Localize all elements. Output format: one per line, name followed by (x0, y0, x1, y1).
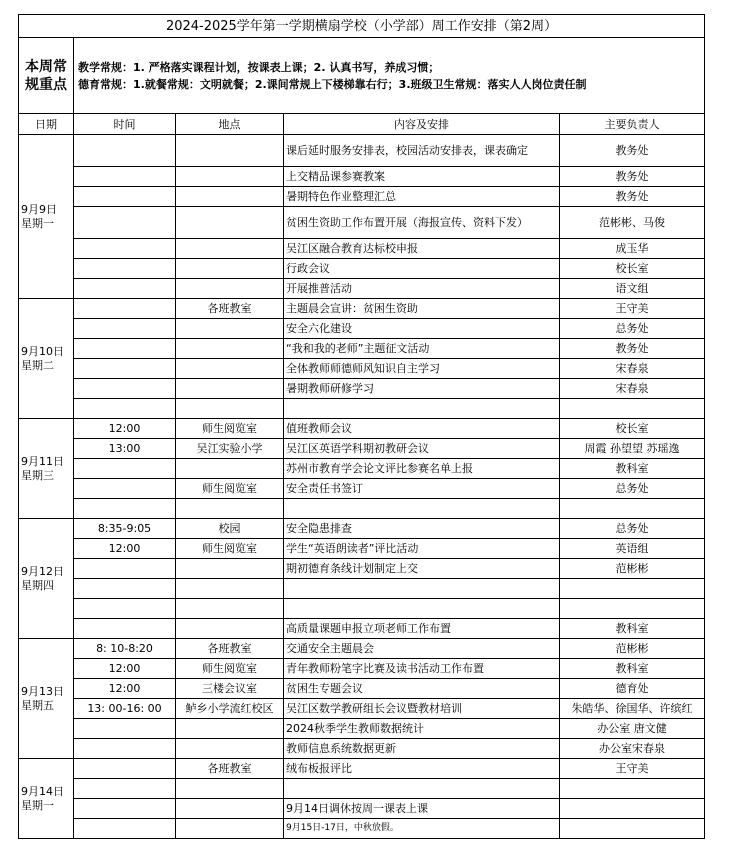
day-date-cell (19, 519, 74, 639)
person-cell: 英语组 (560, 539, 705, 559)
schedule-row (19, 319, 705, 339)
content-cell: 行政会议 (284, 259, 560, 279)
schedule-row (19, 379, 705, 399)
schedule-row (19, 439, 705, 459)
time-cell (74, 359, 176, 379)
person-cell: 总务处 (560, 519, 705, 539)
person-cell: 教科室 (560, 659, 705, 679)
place-cell (176, 319, 284, 339)
schedule-row (19, 259, 705, 279)
person-cell: 教务处 (560, 135, 705, 167)
schedule-row (19, 359, 705, 379)
schedule-row (19, 279, 705, 299)
schedule-row (19, 499, 705, 519)
schedule-row (19, 559, 705, 579)
place-cell: 吴江实验小学 (176, 439, 284, 459)
content-cell: 教师信息系统数据更新 (284, 739, 560, 759)
person-cell: 总务处 (560, 479, 705, 499)
place-cell (176, 207, 284, 239)
place-cell (176, 779, 284, 799)
header-person: 主要负责人 (560, 114, 705, 135)
schedule-row (19, 539, 705, 559)
content-cell: 吴江区英语学科期初教研会议 (284, 439, 560, 459)
schedule-row (19, 399, 705, 419)
time-cell (74, 799, 176, 819)
place-cell (176, 259, 284, 279)
place-cell (176, 499, 284, 519)
place-cell (176, 459, 284, 479)
content-cell: 安全责任书签订 (284, 479, 560, 499)
place-cell (176, 239, 284, 259)
content-cell: 安全六化建设 (284, 319, 560, 339)
time-cell (74, 459, 176, 479)
schedule-row (19, 519, 705, 539)
place-cell (176, 167, 284, 187)
time-cell (74, 207, 176, 239)
person-cell: 周霞 孙望望 苏瑶逸 (560, 439, 705, 459)
content-cell: 2024秋季学生教师数据统计 (284, 719, 560, 739)
schedule-row (19, 239, 705, 259)
schedule-row (19, 819, 705, 839)
teaching-routine-text: 教学常规：1. 严格落实课程计划，按课表上课；2. 认真书写，养成习惯； (78, 60, 440, 74)
place-cell (176, 739, 284, 759)
content-cell: 上交精品课参赛教案 (284, 167, 560, 187)
person-cell: 教务处 (560, 187, 705, 207)
header-date: 日期 (19, 114, 74, 135)
place-cell (176, 599, 284, 619)
person-cell: 教务处 (560, 339, 705, 359)
day-date-cell (19, 419, 74, 519)
time-cell (74, 319, 176, 339)
place-cell: 鲈乡小学流红校区 (176, 699, 284, 719)
time-cell (74, 479, 176, 499)
schedule-table (18, 14, 705, 839)
person-cell (560, 499, 705, 519)
person-cell: 范彬彬、马俊 (560, 207, 705, 239)
schedule-row (19, 759, 705, 779)
place-cell: 校园 (176, 519, 284, 539)
schedule-row (19, 419, 705, 439)
time-cell (74, 779, 176, 799)
place-cell: 各班教室 (176, 639, 284, 659)
schedule-row (19, 639, 705, 659)
place-cell: 师生阅览室 (176, 479, 284, 499)
place-cell (176, 187, 284, 207)
content-cell: 吴江区融合教育达标校申报 (284, 239, 560, 259)
place-cell (176, 559, 284, 579)
place-cell (176, 579, 284, 599)
person-cell: 朱皓华、徐国华、许缤红 (560, 699, 705, 719)
content-cell: 主题晨会宣讲：贫困生资助 (284, 299, 560, 319)
day-date-cell (19, 759, 74, 839)
person-cell (560, 399, 705, 419)
focus-label-line2: 规重点 (25, 76, 67, 93)
place-cell: 三楼会议室 (176, 679, 284, 699)
place-cell: 师生阅览室 (176, 419, 284, 439)
time-cell: 8: 10-8:20 (74, 639, 176, 659)
time-cell (74, 739, 176, 759)
content-cell: 暑期特色作业整理汇总 (284, 187, 560, 207)
person-cell: 教科室 (560, 459, 705, 479)
day-date-label: 9月11日 星期三 (21, 454, 64, 482)
schedule-row (19, 779, 705, 799)
schedule-row (19, 479, 705, 499)
content-cell (284, 779, 560, 799)
person-cell: 成玉华 (560, 239, 705, 259)
place-cell (176, 799, 284, 819)
place-cell (176, 819, 284, 839)
place-cell: 师生阅览室 (176, 659, 284, 679)
time-cell: 13:00 (74, 439, 176, 459)
time-cell (74, 299, 176, 319)
person-cell: 语文组 (560, 279, 705, 299)
schedule-row (19, 739, 705, 759)
time-cell: 12:00 (74, 679, 176, 699)
person-cell: 教科室 (560, 619, 705, 639)
person-cell: 王守美 (560, 759, 705, 779)
content-cell: 青年教师粉笔字比赛及读书活动工作布置 (284, 659, 560, 679)
content-cell: 9月15日-17日，中秋放假。 (284, 819, 560, 839)
person-cell: 总务处 (560, 319, 705, 339)
person-cell: 校长室 (560, 259, 705, 279)
person-cell: 教务处 (560, 167, 705, 187)
schedule-row (19, 619, 705, 639)
time-cell (74, 135, 176, 167)
place-cell (176, 279, 284, 299)
place-cell (176, 135, 284, 167)
header-content: 内容及安排 (284, 114, 560, 135)
time-cell (74, 379, 176, 399)
person-cell (560, 779, 705, 799)
content-cell: 全体教师师德师风知识自主学习 (284, 359, 560, 379)
time-cell: 13: 00-16: 00 (74, 699, 176, 719)
time-cell (74, 339, 176, 359)
day-date-label: 9月14日 星期一 (21, 784, 64, 812)
place-cell: 师生阅览室 (176, 539, 284, 559)
person-cell (560, 579, 705, 599)
weekly-schedule-sheet (18, 14, 704, 839)
content-cell: 暑期教师研修学习 (284, 379, 560, 399)
time-cell (74, 259, 176, 279)
person-cell: 办公室宋春泉 (560, 739, 705, 759)
day-date-label: 9月12日 星期四 (21, 564, 64, 592)
schedule-row (19, 579, 705, 599)
person-cell: 德育处 (560, 679, 705, 699)
time-cell: 12:00 (74, 419, 176, 439)
schedule-row (19, 299, 705, 319)
time-cell (74, 499, 176, 519)
person-cell: 宋春泉 (560, 359, 705, 379)
time-cell (74, 619, 176, 639)
content-cell: 交通安全主题晨会 (284, 639, 560, 659)
day-date-cell (19, 135, 74, 299)
content-cell: 贫困生资助工作布置开展（海报宣传、资料下发） (284, 207, 560, 239)
person-cell (560, 799, 705, 819)
person-cell: 王守美 (560, 299, 705, 319)
place-cell: 各班教室 (176, 299, 284, 319)
time-cell (74, 579, 176, 599)
day-date-label: 9月9日 星期一 (21, 202, 57, 230)
time-cell (74, 187, 176, 207)
person-cell (560, 599, 705, 619)
schedule-row (19, 459, 705, 479)
time-cell (74, 167, 176, 187)
content-cell: 期初德育条线计划制定上交 (284, 559, 560, 579)
content-cell: 绒布板报评比 (284, 759, 560, 779)
schedule-row (19, 207, 705, 239)
day-date-label: 9月13日 星期五 (21, 684, 64, 712)
weekly-focus-content (74, 38, 705, 114)
person-cell: 范彬彬 (560, 559, 705, 579)
day-date-cell (19, 639, 74, 759)
content-cell (284, 599, 560, 619)
place-cell (176, 399, 284, 419)
schedule-row (19, 167, 705, 187)
time-cell: 12:00 (74, 659, 176, 679)
time-cell (74, 819, 176, 839)
schedule-row (19, 799, 705, 819)
content-cell: 苏州市教育学会论文评比参赛名单上报 (284, 459, 560, 479)
schedule-row (19, 719, 705, 739)
place-cell (176, 379, 284, 399)
person-cell: 校长室 (560, 419, 705, 439)
person-cell: 范彬彬 (560, 639, 705, 659)
content-cell: 开展推普活动 (284, 279, 560, 299)
focus-label-line1: 本周常 (25, 58, 67, 75)
schedule-row (19, 135, 705, 167)
time-cell (74, 279, 176, 299)
content-cell: 9月14日调休按周一课表上课 (284, 799, 560, 819)
schedule-row (19, 679, 705, 699)
place-cell: 各班教室 (176, 759, 284, 779)
content-cell: “我和我的老师”主题征文活动 (284, 339, 560, 359)
content-cell (284, 579, 560, 599)
content-cell: 安全隐患排查 (284, 519, 560, 539)
header-place: 地点 (176, 114, 284, 135)
time-cell (74, 239, 176, 259)
weekly-focus-label (19, 38, 74, 114)
content-cell: 高质量课题申报立项老师工作布置 (284, 619, 560, 639)
moral-routine-text: 德育常规：1.就餐常规：文明就餐；2.课间常规上下楼梯靠右行；3.班级卫生常规：落实人人岗位责任制 (78, 77, 587, 91)
time-cell (74, 719, 176, 739)
schedule-row (19, 659, 705, 679)
day-date-label: 9月10日 星期二 (21, 344, 64, 372)
place-cell (176, 619, 284, 639)
schedule-row (19, 699, 705, 719)
time-cell (74, 599, 176, 619)
schedule-row (19, 187, 705, 207)
page-title: 2024-2025学年第一学期横扇学校（小学部）周工作安排（第2周） (19, 15, 705, 38)
time-cell (74, 759, 176, 779)
place-cell (176, 339, 284, 359)
person-cell (560, 819, 705, 839)
person-cell: 宋春泉 (560, 379, 705, 399)
day-date-cell (19, 299, 74, 419)
content-cell (284, 399, 560, 419)
content-cell: 贫困生专题会议 (284, 679, 560, 699)
time-cell (74, 559, 176, 579)
content-cell: 吴江区数学教研组长会议暨教材培训 (284, 699, 560, 719)
place-cell (176, 359, 284, 379)
header-time: 时间 (74, 114, 176, 135)
place-cell (176, 719, 284, 739)
time-cell (74, 399, 176, 419)
time-cell: 12:00 (74, 539, 176, 559)
time-cell: 8:35-9:05 (74, 519, 176, 539)
content-cell (284, 499, 560, 519)
content-cell: 值班教师会议 (284, 419, 560, 439)
schedule-row (19, 339, 705, 359)
content-cell: 学生“英语朗读者”评比活动 (284, 539, 560, 559)
person-cell: 办公室 唐文健 (560, 719, 705, 739)
content-cell: 课后延时服务安排表，校园活动安排表，课表确定 (284, 135, 560, 167)
schedule-row (19, 599, 705, 619)
